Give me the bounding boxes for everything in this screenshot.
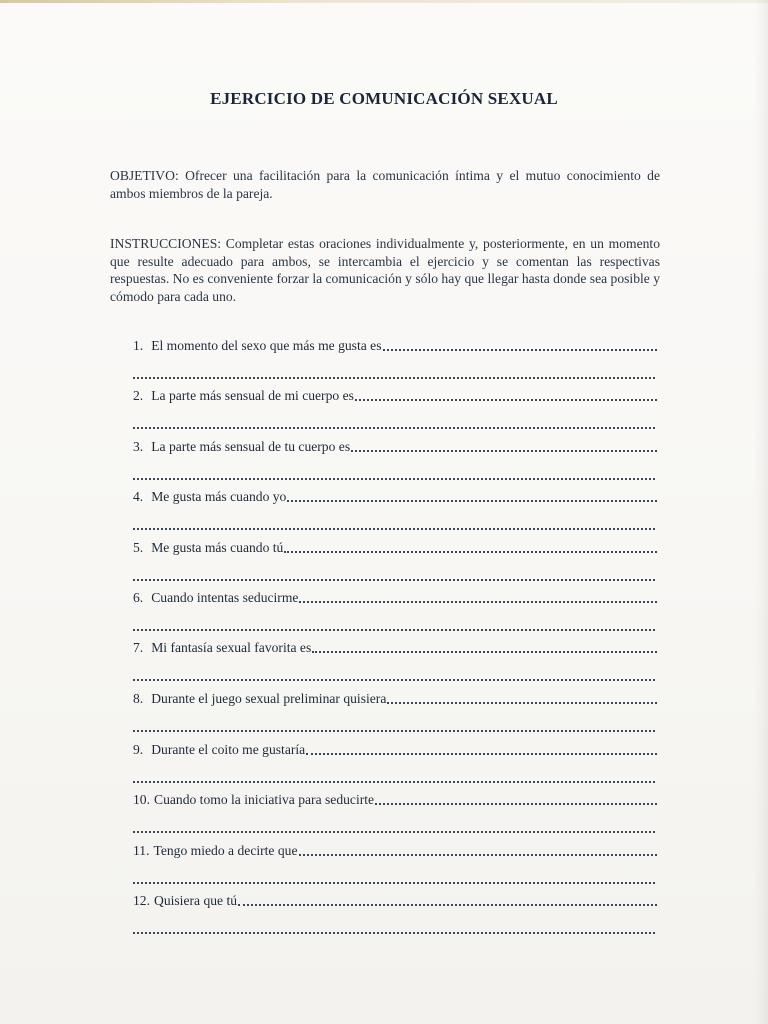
answer-dotted-line[interactable] <box>133 415 655 433</box>
answer-dotted-line[interactable] <box>383 337 658 355</box>
answer-dotted-line[interactable] <box>284 539 657 557</box>
paper-edge-shadow <box>754 0 768 1024</box>
item-prompt: La parte más sensual de mi cuerpo es <box>151 388 354 403</box>
answer-dotted-line[interactable] <box>355 387 657 405</box>
list-item <box>133 639 657 685</box>
item-prompt: Me gusta más cuando yo <box>151 489 287 504</box>
item-number: 11. <box>133 843 150 858</box>
paper-top-edge <box>0 0 768 3</box>
item-number: 8. <box>133 691 144 706</box>
answer-dotted-line[interactable] <box>133 667 655 685</box>
item-number: 9. <box>133 742 144 757</box>
item-prompt: El momento del sexo que más me gusta es <box>151 338 382 353</box>
list-item <box>133 438 657 484</box>
answer-dotted-line[interactable] <box>133 617 655 635</box>
answer-dotted-line[interactable] <box>299 842 658 860</box>
answer-dotted-line[interactable] <box>133 920 655 938</box>
item-number: 12. <box>133 893 150 908</box>
list-item <box>133 741 657 787</box>
list-item <box>133 791 657 837</box>
item-prompt: Quisiera que tú <box>154 893 238 908</box>
item-number: 6. <box>133 590 144 605</box>
list-item <box>133 589 657 635</box>
item-prompt: Mi fantasía sexual favorita es <box>151 640 312 655</box>
objective-paragraph: OBJETIVO: Ofrecer una facilitación para la comunicación íntima y el mutuo conocimiento de ambos miembros de la pareja. <box>110 168 660 201</box>
answer-dotted-line[interactable] <box>133 567 655 585</box>
list-item <box>133 488 657 534</box>
item-number: 5. <box>133 540 144 555</box>
item-prompt: Tengo miedo a decirte que <box>153 843 298 858</box>
list-item <box>133 892 657 938</box>
item-number: 2. <box>133 388 144 403</box>
answer-dotted-line[interactable] <box>375 791 657 809</box>
answer-dotted-line[interactable] <box>312 639 657 657</box>
instructions-paragraph: INSTRUCCIONES: Completar estas oraciones individualmente y, posteriormente, en un momento que resulte adecuado para ambos, se intercambia el ejercicio y se comentan las respectivas respuestas. No es conveniente forzar la comunicación y sólo hay que llegar hasta donde sea posible y cómodo para cada uno. <box>110 236 660 304</box>
item-prompt: La parte más sensual de tu cuerpo es <box>151 439 351 454</box>
list-item <box>133 539 657 585</box>
item-number: 1. <box>133 338 144 353</box>
answer-dotted-line[interactable] <box>351 438 657 456</box>
list-item <box>133 690 657 736</box>
item-number: 3. <box>133 439 144 454</box>
answer-dotted-line[interactable] <box>299 589 657 607</box>
answer-dotted-line[interactable] <box>387 690 657 708</box>
item-prompt: Me gusta más cuando tú <box>151 540 284 555</box>
answer-dotted-line[interactable] <box>306 741 657 759</box>
answer-dotted-line[interactable] <box>133 769 655 787</box>
list-item <box>133 387 657 433</box>
answer-dotted-line[interactable] <box>133 819 655 837</box>
answer-dotted-line[interactable] <box>133 466 655 484</box>
item-prompt: Durante el juego sexual preliminar quisiera <box>151 691 387 706</box>
item-number: 10. <box>133 792 150 807</box>
answer-dotted-line[interactable] <box>133 870 655 888</box>
item-number: 7. <box>133 640 144 655</box>
answer-dotted-line[interactable] <box>238 892 657 910</box>
item-number: 4. <box>133 489 144 504</box>
answer-dotted-line[interactable] <box>133 365 655 383</box>
answer-dotted-line[interactable] <box>133 718 655 736</box>
answer-dotted-line[interactable] <box>287 488 657 506</box>
item-prompt: Durante el coito me gustaría <box>151 742 306 757</box>
document-title: EJERCICIO DE COMUNICACIÓN SEXUAL <box>210 89 558 108</box>
answer-dotted-line[interactable] <box>133 516 655 534</box>
item-prompt: Cuando intentas seducirme <box>151 590 299 605</box>
list-item <box>133 842 657 888</box>
item-prompt: Cuando tomo la iniciativa para seducirte <box>154 792 375 807</box>
list-item <box>133 337 657 383</box>
